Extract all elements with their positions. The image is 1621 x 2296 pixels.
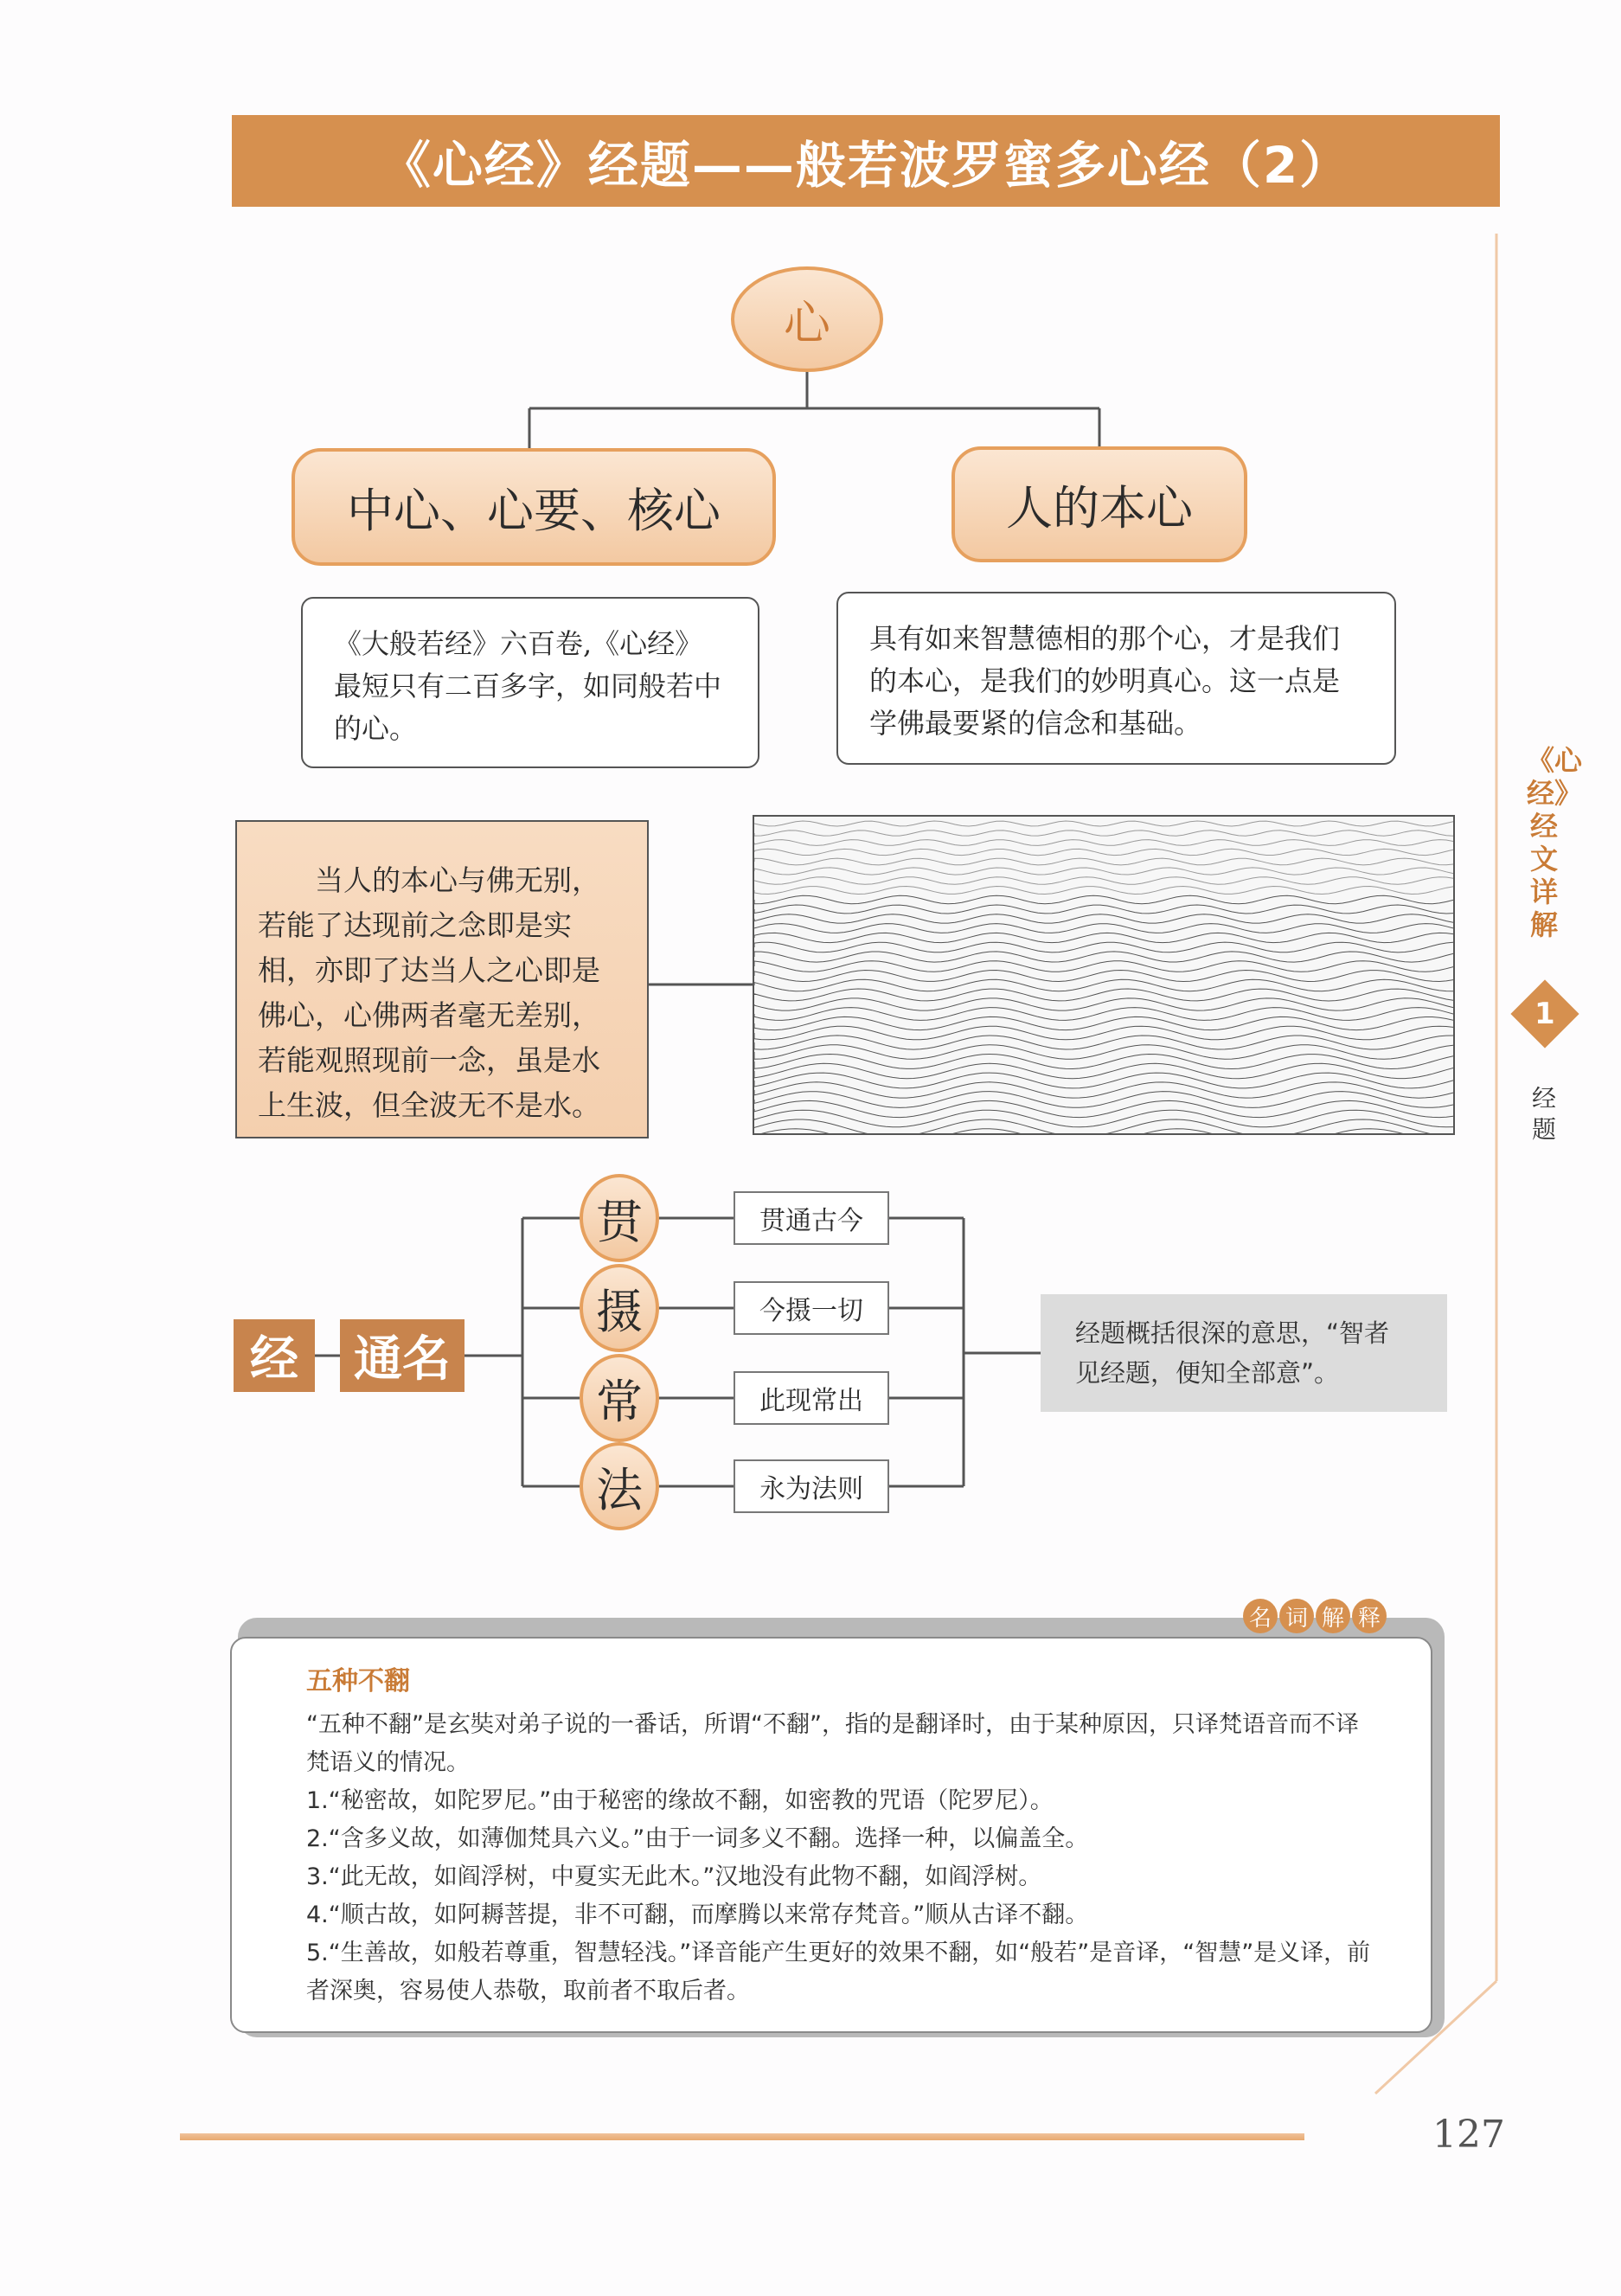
char-oval-fa: 法 (580, 1442, 659, 1530)
wave-lines (754, 817, 1453, 1133)
glossary-item: 5.“生善故，如般若尊重，智慧轻浅。”译音能产生更好的效果不翻，如“般若”是音译，“智慧”是义译，前者深奥，容易使人恭敬，取前者不取后者。 (306, 1940, 1371, 2004)
section-rail-label: 经题 (1531, 1084, 1556, 1144)
badge-char: 解 (1316, 1599, 1350, 1633)
glossary-title: 五种不翻 (306, 1666, 410, 1696)
wave-line (754, 887, 1453, 895)
wave-line (754, 1129, 1453, 1133)
meaning-she: 今摄一切 (734, 1281, 889, 1335)
footer-rule (180, 2133, 1304, 2140)
chapter-rail-title: 《心经》经文详解 (1527, 744, 1583, 941)
glossary-item: 2.“含多义故，如薄伽梵具六义。”由于一词多义不翻。选择一种，以偏盖全。 (306, 1825, 1089, 1852)
page-number: 127 (1432, 2113, 1505, 2157)
char-oval-she: 摄 (580, 1264, 659, 1352)
label-jing: 经 (234, 1319, 315, 1392)
meaning-chang: 此现常出 (734, 1371, 889, 1425)
wave-line (754, 840, 1453, 846)
wave-line (754, 1110, 1453, 1127)
wave-line (754, 1045, 1453, 1060)
wave-line (754, 1063, 1453, 1078)
meaning-fa: 永为法则 (734, 1459, 889, 1513)
char-oval-chang: 常 (580, 1354, 659, 1442)
glossary-item: 3.“此无故，如阎浮树，中夏实无此木。”汉地没有此物不翻，如阎浮树。 (306, 1863, 1042, 1890)
wave-line (754, 877, 1453, 885)
glossary-item: 4.“顺古故，如阿耨菩提，非不可翻，而摩腾以来常存梵音。”顺从古译不翻。 (306, 1902, 1089, 1928)
wave-line (754, 979, 1453, 991)
wave-line (754, 831, 1453, 836)
badge-char: 名 (1243, 1599, 1278, 1633)
left-explanation: 《大般若经》六百卷,《心经》最短只有二百多字，如同般若中的心。 (301, 597, 759, 768)
summary-box: 经题概括很深的意思，“智者见经题，便知全部意”。 (1041, 1294, 1447, 1412)
right-explanation: 具有如来智慧德相的那个心，才是我们的本心，是我们的妙明真心。这一点是学佛最要紧的信念和基础。 (836, 592, 1396, 765)
glossary-intro: “五种不翻”是玄奘对弟子说的一番话，所谓“不翻”，指的是翻译时，由于某种原因，只译梵语音而不译梵语义的情况。 (306, 1711, 1359, 1776)
sea-illustration (753, 815, 1455, 1135)
quote-text: 当人的本心与佛无别，若能了达现前之念即是实相，亦即了达当人之心即是佛心，心佛两者毫无差别，若能观照现前一念，虽是水上生波，但全波无不是水。 (258, 863, 600, 1122)
wave-line (754, 933, 1453, 942)
wave-line (754, 1082, 1453, 1098)
label-tongming: 通名 (340, 1319, 465, 1392)
wave-line (754, 821, 1453, 826)
wave-line (754, 952, 1453, 962)
badge-char: 词 (1279, 1599, 1314, 1633)
page-title: 《心经》经题——般若波罗蜜多心经（2） (232, 115, 1500, 207)
wave-line (754, 849, 1453, 855)
wave-line (754, 914, 1453, 923)
wave-line (754, 961, 1453, 972)
node-original-mind: 人的本心 (951, 446, 1247, 562)
wave-line (754, 858, 1453, 865)
wave-line (754, 924, 1453, 933)
wave-line (754, 895, 1453, 904)
wave-line (754, 1055, 1453, 1069)
wave-line (754, 942, 1453, 952)
chapter-number: 1 (1535, 996, 1555, 1031)
glossary-item: 1.“秘密故，如陀罗尼。”由于秘密的缘故不翻，如密教的咒语（陀罗尼）。 (306, 1787, 1054, 1814)
glossary-badge (1243, 1599, 1387, 1633)
node-center-meaning: 中心、心要、核心 (292, 448, 776, 566)
quote-box (235, 820, 649, 1138)
wave-line (754, 1073, 1453, 1088)
char-oval-guan: 贯 (580, 1174, 659, 1262)
wave-line (754, 1100, 1453, 1117)
wave-line (754, 998, 1453, 1010)
root-node-xin: 心 (731, 266, 883, 372)
badge-char: 释 (1352, 1599, 1387, 1633)
meaning-guan: 贯通古今 (734, 1191, 889, 1245)
wave-line (754, 868, 1453, 875)
wave-line (754, 905, 1453, 914)
glossary-panel (230, 1637, 1432, 2033)
wave-line (754, 989, 1453, 1001)
wave-line (754, 1036, 1453, 1049)
